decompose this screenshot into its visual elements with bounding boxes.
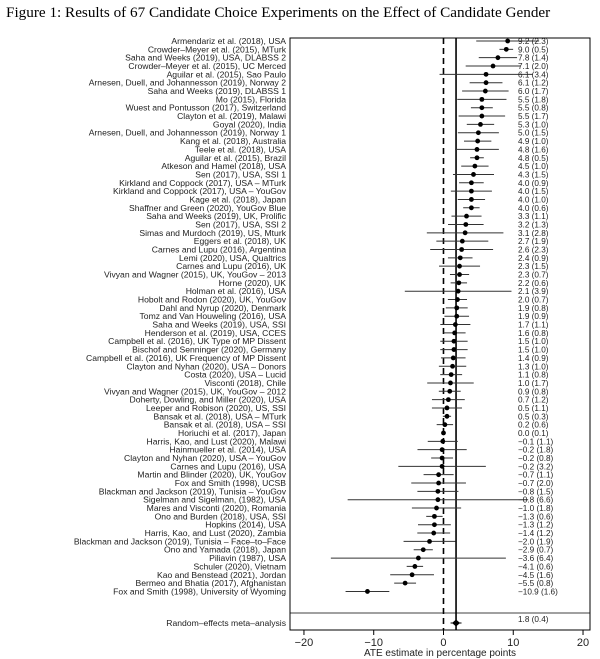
- estimate-label: 0.9 (0.8): [518, 387, 549, 397]
- point-estimate: [452, 347, 457, 352]
- point-estimate: [431, 531, 436, 536]
- study-label: Vivyan and Wagner (2015), UK, YouGov – 2013: [103, 269, 286, 280]
- x-tick-label: 0: [440, 637, 447, 649]
- point-estimate: [472, 164, 477, 169]
- estimate-label: 7.8 (1.4): [518, 53, 549, 63]
- study-label: Hainmueller et al. (2014), USA: [169, 444, 286, 455]
- estimate-label: −0.8 (1.5): [518, 487, 554, 497]
- point-estimate: [454, 305, 459, 310]
- point-estimate: [449, 372, 454, 377]
- point-estimate: [427, 539, 432, 544]
- estimate-label: 4.3 (1.5): [518, 170, 549, 180]
- point-estimate: [457, 272, 462, 277]
- study-label: Sen (2017), USA, SSI 2: [195, 219, 286, 230]
- estimate-label: 5.0 (1.5): [518, 128, 549, 138]
- point-estimate: [464, 214, 469, 219]
- point-estimate: [483, 89, 488, 94]
- x-tick-label: −20: [294, 637, 314, 649]
- estimate-label: 6.0 (1.7): [518, 87, 549, 97]
- point-estimate: [452, 331, 457, 336]
- estimate-label: −5.5 (0.8): [518, 579, 554, 589]
- study-label: Hobolt and Rodon (2020), UK, YouGov: [137, 294, 286, 305]
- estimate-label: 2.6 (2.3): [518, 245, 549, 255]
- study-label: Saha and Weeks (2019), UK, Prolific: [146, 211, 286, 222]
- study-label: Bansak et al. (2018), USA – SSI: [163, 419, 286, 430]
- study-label: Simas and Murdoch (2019), US, Mturk: [139, 227, 286, 238]
- study-label: Armendariz et al. (2018), USA: [171, 36, 286, 46]
- study-label: Kao and Benstead (2021), Jordan: [157, 569, 286, 580]
- point-estimate: [440, 464, 445, 469]
- estimate-label: −1.3 (0.6): [518, 512, 554, 522]
- estimate-label: 5.3 (1.0): [518, 120, 549, 130]
- estimate-label: 1.0 (1.7): [518, 378, 549, 388]
- study-label: Carnes and Lupu (2016), Argentina: [151, 244, 286, 255]
- study-label: Schuler (2020), Vietnam: [193, 561, 286, 572]
- point-estimate: [469, 197, 474, 202]
- study-label: Kang et al. (2018), Australia: [179, 136, 286, 147]
- study-label: Harris, Kao, and Lust (2020), Malawi: [146, 436, 286, 447]
- estimate-label: 1.6 (0.8): [518, 328, 549, 338]
- study-label: Harris, Kao, and Lust (2020), Zambia: [144, 528, 286, 539]
- study-label: Kage et al. (2018), Japan: [189, 194, 286, 205]
- estimate-label: 1.1 (0.8): [518, 370, 549, 380]
- point-estimate: [479, 105, 484, 110]
- point-estimate: [442, 422, 447, 427]
- study-label: Bansak et al. (2018), USA – MTurk: [153, 411, 286, 422]
- study-label: Blackman and Jackson (2019), Tunisia – Face–to–Face: [73, 536, 286, 547]
- study-label: Sigelman and Sigelman, (1982), USA: [143, 494, 286, 505]
- estimate-label: 2.0 (0.7): [518, 295, 549, 305]
- estimate-label: −1.3 (1.2): [518, 520, 554, 530]
- estimate-label: 6.1 (1.2): [518, 78, 549, 88]
- estimate-label: −0.2 (1.8): [518, 445, 554, 455]
- estimate-label: −0.2 (3.2): [518, 462, 554, 472]
- study-label: Ono and Yamada (2018), Japan: [164, 544, 286, 555]
- study-label: Eggers et al. (2018), UK: [193, 236, 286, 247]
- point-estimate: [421, 547, 426, 552]
- study-label: Vivyan and Wagner (2015), UK, YouGov – 2012: [103, 386, 286, 397]
- estimate-label: 1.5 (1.0): [518, 345, 549, 355]
- point-estimate: [455, 297, 460, 302]
- study-label: Mares and Visconti (2020), Romania: [146, 503, 286, 514]
- estimate-label: 2.1 (3.9): [518, 287, 549, 297]
- estimate-label: −0.2 (0.8): [518, 454, 554, 463]
- study-label: Atkeson and Hamel (2018), USA: [161, 161, 286, 172]
- estimate-label: 9.0 (0.5): [518, 45, 549, 55]
- point-estimate: [445, 406, 450, 411]
- estimate-label: −10.9 (1.6): [518, 587, 558, 597]
- point-estimate: [460, 239, 465, 244]
- study-label: Clayton and Nyhan (2020), USA – YouGov: [124, 453, 286, 463]
- point-estimate: [447, 389, 452, 394]
- study-label: Sen (2017), USA, SSI 1: [195, 169, 286, 180]
- study-label: Campbell et al. (2016), UK Frequency of MP Dissent: [86, 352, 286, 363]
- study-label: Arnesen, Duell, and Johannesson (2019), Norway 1: [88, 127, 286, 138]
- point-estimate: [440, 447, 445, 452]
- estimate-label: 0.7 (1.2): [518, 395, 549, 405]
- estimate-label: −0.8 (6.6): [518, 495, 554, 505]
- point-estimate: [440, 456, 445, 461]
- estimate-label: −0.7 (1.1): [518, 470, 554, 480]
- estimate-label: 4.5 (1.0): [518, 162, 549, 172]
- estimate-label: 2.3 (1.5): [518, 262, 549, 272]
- study-label: Crowder–Meyer et al. (2015), MTurk: [147, 44, 286, 55]
- point-estimate: [450, 364, 455, 369]
- estimate-label: 6.1 (3.4): [518, 70, 549, 80]
- x-axis-title: ATE estimate in percentage points: [363, 648, 517, 659]
- study-label: Teele et al. (2018), USA: [194, 144, 286, 155]
- study-label: Holman et al. (2016), USA: [185, 286, 286, 297]
- study-label: Bermeo and Bhatia (2017), Afghanistan: [135, 578, 286, 589]
- estimate-label: −1.0 (1.8): [518, 504, 554, 514]
- study-label: Arnesen, Duell, and Johannesson (2019), Norway 2: [88, 77, 286, 88]
- estimate-label: 5.5 (0.8): [518, 103, 549, 113]
- study-label: Ono and Burden (2018), USA, SSI: [154, 511, 286, 522]
- point-estimate: [476, 130, 481, 135]
- summary-diamond: [452, 620, 460, 627]
- point-estimate: [469, 180, 474, 185]
- estimate-label: 4.0 (0.6): [518, 203, 549, 213]
- study-label: Crowder–Meyer et al. (2015), UC Merced: [128, 61, 286, 72]
- point-estimate: [410, 572, 415, 577]
- study-label: Martin and Blinder (2020), UK, YouGov: [137, 469, 286, 480]
- estimate-label: −4.5 (1.6): [518, 570, 554, 580]
- point-estimate: [412, 564, 417, 569]
- estimate-label: −0.1 (1.1): [518, 437, 554, 447]
- point-estimate: [456, 280, 461, 285]
- estimate-label: 9.2 (2.3): [518, 37, 549, 46]
- estimate-label: 4.0 (1.5): [518, 187, 549, 197]
- study-label: Aguilar et al. (2015), Sao Paulo: [166, 69, 286, 80]
- estimate-label: 1.7 (1.1): [518, 320, 549, 330]
- point-estimate: [436, 481, 441, 486]
- estimate-label: 0.5 (0.3): [518, 412, 549, 422]
- study-label: Saha and Weeks (2019), USA, DLABSS 2: [125, 52, 286, 63]
- study-label: Tomz and Van Houweling (2016), USA: [139, 311, 286, 322]
- point-estimate: [451, 356, 456, 361]
- estimate-label: 3.1 (2.8): [518, 228, 549, 238]
- point-estimate: [436, 497, 441, 502]
- estimate-label: −2.0 (1.9): [518, 537, 554, 547]
- point-estimate: [416, 556, 421, 561]
- point-estimate: [458, 255, 463, 260]
- estimate-label: −2.9 (0.7): [518, 545, 554, 555]
- estimate-label: 4.8 (1.6): [518, 145, 549, 155]
- estimate-label: 5.5 (1.8): [518, 95, 549, 105]
- point-estimate: [440, 439, 445, 444]
- estimate-label: 2.4 (0.9): [518, 253, 549, 263]
- point-estimate: [436, 489, 441, 494]
- estimate-label: 0.2 (0.6): [518, 420, 549, 430]
- point-estimate: [454, 314, 459, 319]
- point-estimate: [463, 230, 468, 235]
- study-label: Saha and Weeks (2019), USA, SSI: [152, 319, 286, 330]
- study-label: Carnes and Lupu (2016), UK: [176, 261, 286, 272]
- study-label: Mo (2015), Florida: [215, 94, 286, 105]
- estimate-label: 0.5 (1.1): [518, 403, 549, 413]
- point-estimate: [456, 289, 461, 294]
- study-label: Clayton and Nyhan (2020), USA – Donors: [126, 361, 286, 372]
- study-label: Henderson et al. (2019), USA, CCES: [144, 327, 286, 338]
- study-label: Hopkins (2014), USA: [205, 519, 286, 530]
- study-label: Goyal (2020), India: [212, 119, 286, 130]
- estimate-label: 1.3 (1.0): [518, 362, 549, 372]
- x-tick-label: 20: [576, 637, 590, 649]
- point-estimate: [475, 147, 480, 152]
- point-estimate: [452, 339, 457, 344]
- study-label: Clayton et al. (2019), Malawi: [177, 111, 286, 122]
- summary-estimate-label: 1.8 (0.4): [518, 615, 549, 624]
- point-estimate: [463, 222, 468, 227]
- estimate-label: 4.9 (1.0): [518, 137, 549, 147]
- point-estimate: [484, 72, 489, 77]
- figure-title: Figure 1: Results of 67 Candidate Choice Experiments on the Effect of Candidate Gender: [6, 4, 551, 21]
- x-tick-label: −10: [364, 637, 384, 649]
- study-label: Wuest and Pontusson (2017), Switzerland: [125, 102, 286, 113]
- study-label: Kirkland and Coppock (2017), USA – YouGov: [113, 186, 286, 197]
- point-estimate: [475, 139, 480, 144]
- point-estimate: [457, 264, 462, 269]
- point-estimate: [453, 322, 458, 327]
- study-label: Bischof and Senninger (2020), Germany: [132, 344, 286, 355]
- study-label: Horiuchi et al. (2017), Japan: [178, 427, 286, 438]
- summary-label: Random–effects meta–analysis: [166, 618, 286, 628]
- estimate-label: 2.7 (1.9): [518, 237, 549, 247]
- study-label: Campbell et al. (2016), UK Type of MP Dissent: [108, 336, 286, 347]
- study-label: Kirkland and Coppock (2017), USA – MTurk: [119, 177, 286, 188]
- point-estimate: [432, 514, 437, 519]
- estimate-label: 1.5 (1.0): [518, 337, 549, 347]
- point-estimate: [365, 589, 370, 594]
- point-estimate: [459, 247, 464, 252]
- study-label: Costa (2020), USA – Lucid: [184, 369, 286, 380]
- estimate-label: −4.1 (0.6): [518, 562, 554, 572]
- study-label: Blackman and Jackson (2019), Tunisia – YouGov: [98, 486, 286, 497]
- study-label: Leeper and Robison (2020), US, SSI: [146, 402, 286, 413]
- point-estimate: [479, 114, 484, 119]
- estimate-label: −1.4 (1.2): [518, 529, 554, 539]
- study-label: Shaffner and Green (2020), YouGov Blue: [128, 202, 286, 213]
- study-label: Piliavin (1987), USA: [209, 553, 286, 564]
- point-estimate: [469, 189, 474, 194]
- estimate-label: 1.9 (0.8): [518, 303, 549, 313]
- study-label: Lemi (2020), USA, Qualtrics: [179, 252, 286, 263]
- study-label: Carnes and Lupu (2016), USA: [170, 461, 286, 472]
- point-estimate: [436, 472, 441, 477]
- study-label: Horne (2020), UK: [218, 277, 286, 288]
- x-tick-label: 10: [507, 637, 520, 649]
- study-label: Aguilar et al. (2015), Brazil: [184, 152, 286, 163]
- estimate-label: 0.0 (0.1): [518, 428, 549, 438]
- point-estimate: [471, 172, 476, 177]
- estimate-label: 4.8 (0.5): [518, 153, 549, 163]
- study-label: Visconti (2018), Chile: [204, 377, 286, 388]
- point-estimate: [496, 55, 501, 60]
- estimate-label: 3.2 (1.3): [518, 220, 549, 230]
- estimate-label: 4.0 (1.0): [518, 195, 549, 205]
- point-estimate: [475, 155, 480, 160]
- point-estimate: [479, 97, 484, 102]
- point-estimate: [434, 506, 439, 511]
- estimate-label: −3.6 (6.4): [518, 554, 554, 564]
- estimate-label: 2.3 (0.7): [518, 270, 549, 280]
- estimate-label: 3.3 (1.1): [518, 212, 549, 222]
- study-label: Dahl and Nyrup (2020), Denmark: [159, 302, 286, 313]
- study-label: Saha and Weeks (2019), DLABSS 1: [147, 86, 286, 97]
- point-estimate: [491, 64, 496, 69]
- study-label: Fox and Smith (1998), University of Wyoming: [113, 586, 286, 597]
- estimate-label: 4.0 (0.9): [518, 178, 549, 188]
- estimate-label: 1.4 (0.9): [518, 353, 549, 363]
- point-estimate: [484, 80, 489, 85]
- estimate-label: −0.7 (2.0): [518, 479, 554, 489]
- point-estimate: [505, 39, 510, 44]
- point-estimate: [448, 381, 453, 386]
- point-estimate: [446, 397, 451, 402]
- study-label: Doherty, Dowling, and Miller (2020), USA: [129, 394, 286, 405]
- point-estimate: [504, 47, 509, 52]
- study-label: Fox and Smith (1998), UCSB: [174, 478, 286, 489]
- estimate-label: 2.2 (0.6): [518, 278, 549, 288]
- estimate-label: 1.9 (0.9): [518, 312, 549, 322]
- point-estimate: [403, 581, 408, 586]
- point-estimate: [469, 205, 474, 210]
- point-estimate: [445, 414, 450, 419]
- point-estimate: [432, 522, 437, 527]
- estimate-label: 5.5 (1.7): [518, 112, 549, 122]
- point-estimate: [478, 122, 483, 127]
- point-estimate: [441, 431, 446, 436]
- estimate-label: 7.1 (2.0): [518, 62, 549, 72]
